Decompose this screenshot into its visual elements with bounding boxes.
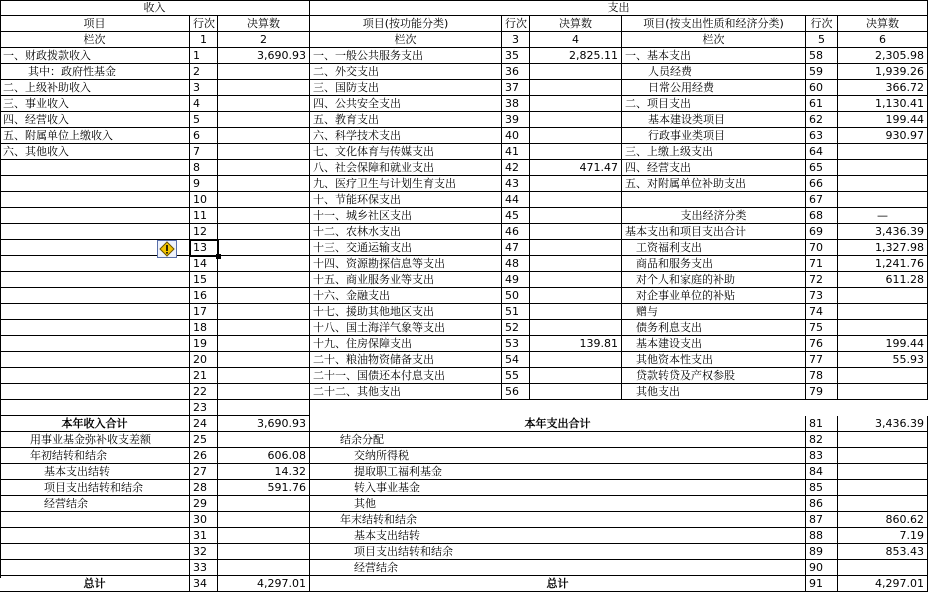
summary-seq[interactable]: 85: [806, 480, 838, 496]
income-seq[interactable]: 23: [190, 400, 218, 416]
nature-item-label[interactable]: 人员经费: [622, 64, 806, 80]
nature-seq[interactable]: 78: [806, 368, 838, 384]
nature-amount[interactable]: 199.44: [838, 112, 928, 128]
func-amount[interactable]: 139.81: [530, 336, 622, 352]
nature-amount[interactable]: 1,130.41: [838, 96, 928, 112]
income-item-label[interactable]: 一、财政拨款收入: [0, 48, 190, 64]
summary-seq[interactable]: 82: [806, 432, 838, 448]
func-seq[interactable]: 38: [502, 96, 530, 112]
income-amount[interactable]: [218, 224, 310, 240]
summary-item-label[interactable]: 其他: [310, 496, 806, 512]
nature-seq[interactable]: 62: [806, 112, 838, 128]
summary-seq[interactable]: 88: [806, 528, 838, 544]
income-item-label[interactable]: 总计: [0, 576, 190, 592]
func-amount[interactable]: [530, 224, 622, 240]
nature-amount[interactable]: [838, 304, 928, 320]
summary-item-label[interactable]: 本年支出合计: [310, 416, 806, 432]
income-seq[interactable]: 1: [190, 48, 218, 64]
func-item-label[interactable]: 十四、资源勘探信息等支出: [310, 256, 502, 272]
nature-seq[interactable]: 59: [806, 64, 838, 80]
nature-seq[interactable]: 71: [806, 256, 838, 272]
income-seq[interactable]: 15: [190, 272, 218, 288]
nature-item-label[interactable]: 一、基本支出: [622, 48, 806, 64]
func-seq[interactable]: 48: [502, 256, 530, 272]
nature-item-label[interactable]: 赠与: [622, 304, 806, 320]
income-item-label[interactable]: [0, 192, 190, 208]
func-seq[interactable]: 47: [502, 240, 530, 256]
income-item-label[interactable]: [0, 224, 190, 240]
nature-seq[interactable]: 74: [806, 304, 838, 320]
func-seq[interactable]: 56: [502, 384, 530, 400]
func-seq[interactable]: 44: [502, 192, 530, 208]
income-item-label[interactable]: 年初结转和结余: [0, 448, 190, 464]
func-seq[interactable]: 45: [502, 208, 530, 224]
func-amount[interactable]: [530, 320, 622, 336]
func-amount[interactable]: [530, 96, 622, 112]
summary-item-label[interactable]: 交纳所得税: [310, 448, 806, 464]
income-item-label[interactable]: 四、经营收入: [0, 112, 190, 128]
income-amount[interactable]: [218, 320, 310, 336]
nature-seq[interactable]: 76: [806, 336, 838, 352]
nature-amount[interactable]: [838, 288, 928, 304]
summary-seq[interactable]: 89: [806, 544, 838, 560]
income-amount[interactable]: [218, 272, 310, 288]
nature-seq[interactable]: 65: [806, 160, 838, 176]
nature-item-label[interactable]: 二、项目支出: [622, 96, 806, 112]
nature-seq[interactable]: 66: [806, 176, 838, 192]
grid-top-border: [0, 0, 928, 1]
summary-item-label[interactable]: 年末结转和结余: [310, 512, 806, 528]
income-seq[interactable]: 25: [190, 432, 218, 448]
income-amount[interactable]: [218, 528, 310, 544]
income-section-title[interactable]: 收入: [0, 0, 310, 16]
nature-amount[interactable]: 1,939.26: [838, 64, 928, 80]
nature-amount[interactable]: 611.28: [838, 272, 928, 288]
income-amount[interactable]: [218, 256, 310, 272]
income-item-label[interactable]: [0, 544, 190, 560]
expense-section-title[interactable]: 支出: [310, 0, 928, 16]
func-seq[interactable]: 50: [502, 288, 530, 304]
summary-amount[interactable]: [838, 560, 928, 576]
income-amount[interactable]: [218, 80, 310, 96]
nature-item-label[interactable]: 其他资本性支出: [622, 352, 806, 368]
nature-amount[interactable]: [838, 320, 928, 336]
nature-amount[interactable]: [838, 192, 928, 208]
income-amount[interactable]: 4,297.01: [218, 576, 310, 592]
nature-item-label[interactable]: 贷款转贷及产权参股: [622, 368, 806, 384]
func-amount[interactable]: [530, 240, 622, 256]
func-seq[interactable]: 43: [502, 176, 530, 192]
summary-amount[interactable]: 853.43: [838, 544, 928, 560]
nature-seq[interactable]: 63: [806, 128, 838, 144]
func-amount[interactable]: [530, 352, 622, 368]
nature-seq[interactable]: 70: [806, 240, 838, 256]
nature-item-label[interactable]: 基本支出和项目支出合计: [622, 224, 806, 240]
func-seq[interactable]: 35: [502, 48, 530, 64]
income-amount[interactable]: [218, 64, 310, 80]
summary-seq[interactable]: 83: [806, 448, 838, 464]
nature-seq[interactable]: 75: [806, 320, 838, 336]
income-item-label[interactable]: [0, 528, 190, 544]
summary-amount[interactable]: [838, 432, 928, 448]
income-item-label[interactable]: [0, 304, 190, 320]
nature-item-label[interactable]: 行政事业类项目: [622, 128, 806, 144]
income-item-label[interactable]: 用事业基金弥补收支差额: [0, 432, 190, 448]
income-item-label[interactable]: [0, 288, 190, 304]
fill-handle[interactable]: [216, 254, 221, 259]
col-header-amount[interactable]: 决算数: [218, 16, 310, 32]
func-amount[interactable]: [530, 64, 622, 80]
income-seq[interactable]: 5: [190, 112, 218, 128]
income-amount[interactable]: 3,690.93: [218, 48, 310, 64]
func-item-label[interactable]: 十七、援助其他地区支出: [310, 304, 502, 320]
summary-amount[interactable]: [838, 480, 928, 496]
col-header-amount[interactable]: 决算数: [838, 16, 928, 32]
income-item-label[interactable]: [0, 336, 190, 352]
func-seq[interactable]: 41: [502, 144, 530, 160]
income-seq[interactable]: 22: [190, 384, 218, 400]
income-amount[interactable]: [218, 144, 310, 160]
nature-item-label[interactable]: 债务利息支出: [622, 320, 806, 336]
income-seq[interactable]: 34: [190, 576, 218, 592]
func-amount[interactable]: [530, 176, 622, 192]
income-seq[interactable]: 11: [190, 208, 218, 224]
func-amount[interactable]: [530, 128, 622, 144]
nature-amount[interactable]: 366.72: [838, 80, 928, 96]
func-seq[interactable]: 51: [502, 304, 530, 320]
func-seq[interactable]: 42: [502, 160, 530, 176]
func-item-label[interactable]: 五、教育支出: [310, 112, 502, 128]
nature-amount[interactable]: [838, 368, 928, 384]
func-seq[interactable]: 39: [502, 112, 530, 128]
income-item-label[interactable]: [0, 272, 190, 288]
func-seq[interactable]: 36: [502, 64, 530, 80]
income-amount[interactable]: [218, 352, 310, 368]
income-amount[interactable]: [218, 512, 310, 528]
summary-amount[interactable]: 7.19: [838, 528, 928, 544]
nature-amount[interactable]: 1,327.98: [838, 240, 928, 256]
func-amount[interactable]: [530, 112, 622, 128]
income-amount[interactable]: 606.08: [218, 448, 310, 464]
func-amount[interactable]: [530, 208, 622, 224]
income-amount[interactable]: [218, 384, 310, 400]
col-header-seq[interactable]: 行次: [190, 16, 218, 32]
income-item-label[interactable]: 六、其他收入: [0, 144, 190, 160]
func-item-label[interactable]: 六、科学技术支出: [310, 128, 502, 144]
summary-amount[interactable]: 3,436.39: [838, 416, 928, 432]
lanci-label[interactable]: 栏次: [622, 32, 806, 48]
summary-item-label[interactable]: 结余分配: [310, 432, 806, 448]
income-amount[interactable]: [218, 496, 310, 512]
income-item-label[interactable]: 经营结余: [0, 496, 190, 512]
func-item-label[interactable]: 七、文化体育与传媒支出: [310, 144, 502, 160]
income-seq[interactable]: 31: [190, 528, 218, 544]
col-header-item-nature[interactable]: 项目(按支出性质和经济分类): [622, 16, 806, 32]
func-amount[interactable]: [530, 288, 622, 304]
income-item-label[interactable]: [0, 384, 190, 400]
lanci-label[interactable]: 栏次: [310, 32, 502, 48]
func-item-label[interactable]: 十六、金融支出: [310, 288, 502, 304]
func-item-label[interactable]: 十二、农林水支出: [310, 224, 502, 240]
income-seq[interactable]: 32: [190, 544, 218, 560]
nature-amount[interactable]: [838, 160, 928, 176]
income-seq[interactable]: 13: [190, 240, 218, 256]
income-seq[interactable]: 8: [190, 160, 218, 176]
nature-amount[interactable]: 930.97: [838, 128, 928, 144]
nature-seq[interactable]: 79: [806, 384, 838, 400]
income-seq[interactable]: 21: [190, 368, 218, 384]
col-header-item-func[interactable]: 项目(按功能分类): [310, 16, 502, 32]
income-seq[interactable]: 24: [190, 416, 218, 432]
income-item-label[interactable]: 本年收入合计: [0, 416, 190, 432]
nature-seq[interactable]: 64: [806, 144, 838, 160]
income-item-label[interactable]: [0, 176, 190, 192]
income-amount[interactable]: [218, 112, 310, 128]
func-seq[interactable]: 55: [502, 368, 530, 384]
summary-item-label[interactable]: 基本支出结转: [310, 528, 806, 544]
func-item-label[interactable]: 二十一、国债还本付息支出: [310, 368, 502, 384]
income-seq[interactable]: 17: [190, 304, 218, 320]
income-seq[interactable]: 12: [190, 224, 218, 240]
func-amount[interactable]: [530, 80, 622, 96]
col-header-seq[interactable]: 行次: [502, 16, 530, 32]
func-amount[interactable]: 471.47: [530, 160, 622, 176]
nature-amount[interactable]: [838, 144, 928, 160]
income-item-label[interactable]: 二、上级补助收入: [0, 80, 190, 96]
grid-left-border: [0, 0, 1, 578]
income-amount[interactable]: [218, 400, 310, 416]
income-seq[interactable]: 20: [190, 352, 218, 368]
func-item-label[interactable]: 十一、城乡社区支出: [310, 208, 502, 224]
nature-amount[interactable]: 3,436.39: [838, 224, 928, 240]
income-amount[interactable]: [218, 160, 310, 176]
nature-item-label[interactable]: 工资福利支出: [622, 240, 806, 256]
income-amount[interactable]: [218, 336, 310, 352]
income-seq[interactable]: 6: [190, 128, 218, 144]
summary-seq[interactable]: 91: [806, 576, 838, 592]
income-seq[interactable]: 4: [190, 96, 218, 112]
nature-item-label[interactable]: [622, 192, 806, 208]
nature-amount[interactable]: 2,305.98: [838, 48, 928, 64]
nature-seq[interactable]: 61: [806, 96, 838, 112]
summary-item-label[interactable]: 总计: [310, 576, 806, 592]
func-amount[interactable]: [530, 304, 622, 320]
col-header-seq[interactable]: 行次: [806, 16, 838, 32]
nature-seq[interactable]: 60: [806, 80, 838, 96]
nature-item-label[interactable]: 其他支出: [622, 384, 806, 400]
income-amount[interactable]: [218, 544, 310, 560]
income-seq[interactable]: 28: [190, 480, 218, 496]
func-item-label[interactable]: 十五、商业服务业等支出: [310, 272, 502, 288]
func-seq[interactable]: 46: [502, 224, 530, 240]
summary-item-label[interactable]: 经营结余: [310, 560, 806, 576]
income-seq[interactable]: 33: [190, 560, 218, 576]
income-amount[interactable]: 14.32: [218, 464, 310, 480]
nature-amount[interactable]: [838, 176, 928, 192]
summary-amount[interactable]: 4,297.01: [838, 576, 928, 592]
func-seq[interactable]: 37: [502, 80, 530, 96]
income-seq[interactable]: 2: [190, 64, 218, 80]
nature-item-label[interactable]: 五、对附属单位补助支出: [622, 176, 806, 192]
func-amount[interactable]: 2,825.11: [530, 48, 622, 64]
lanci-num-5[interactable]: 5: [806, 32, 838, 48]
func-item-label[interactable]: 十、节能环保支出: [310, 192, 502, 208]
income-item-label[interactable]: [0, 400, 190, 416]
income-seq[interactable]: 9: [190, 176, 218, 192]
func-item-label[interactable]: 二、外交支出: [310, 64, 502, 80]
income-seq[interactable]: 14: [190, 256, 218, 272]
income-amount[interactable]: [218, 240, 310, 256]
summary-item-label[interactable]: 转入事业基金: [310, 480, 806, 496]
nature-seq[interactable]: 77: [806, 352, 838, 368]
income-seq[interactable]: 3: [190, 80, 218, 96]
income-amount[interactable]: [218, 304, 310, 320]
income-amount[interactable]: [218, 368, 310, 384]
income-item-label[interactable]: [0, 560, 190, 576]
income-item-label[interactable]: 基本支出结转: [0, 464, 190, 480]
lanci-num-2[interactable]: 2: [218, 32, 310, 48]
nature-item-label[interactable]: 四、经营支出: [622, 160, 806, 176]
income-item-label[interactable]: 其中：政府性基金: [0, 64, 190, 80]
income-item-label[interactable]: [0, 208, 190, 224]
income-seq[interactable]: 19: [190, 336, 218, 352]
func-item-label[interactable]: 三、国防支出: [310, 80, 502, 96]
func-item-label[interactable]: 一、一般公共服务支出: [310, 48, 502, 64]
nature-seq[interactable]: 67: [806, 192, 838, 208]
lanci-label[interactable]: 栏次: [0, 32, 190, 48]
nature-amount[interactable]: —: [838, 208, 928, 224]
func-amount[interactable]: [530, 272, 622, 288]
nature-seq[interactable]: 68: [806, 208, 838, 224]
income-seq[interactable]: 7: [190, 144, 218, 160]
func-amount[interactable]: [530, 256, 622, 272]
income-seq[interactable]: 29: [190, 496, 218, 512]
income-seq[interactable]: 30: [190, 512, 218, 528]
income-amount[interactable]: [218, 192, 310, 208]
income-amount[interactable]: [218, 432, 310, 448]
income-item-label[interactable]: [0, 352, 190, 368]
summary-amount[interactable]: [838, 464, 928, 480]
nature-amount[interactable]: 1,241.76: [838, 256, 928, 272]
income-item-label[interactable]: 三、事业收入: [0, 96, 190, 112]
income-amount[interactable]: [218, 288, 310, 304]
summary-seq[interactable]: 81: [806, 416, 838, 432]
income-amount[interactable]: [218, 560, 310, 576]
func-item-label[interactable]: 四、公共安全支出: [310, 96, 502, 112]
selected-cell-highlight[interactable]: [189, 239, 219, 257]
func-amount[interactable]: [530, 368, 622, 384]
income-item-label[interactable]: [0, 368, 190, 384]
func-seq[interactable]: 40: [502, 128, 530, 144]
summary-seq[interactable]: 87: [806, 512, 838, 528]
income-item-label[interactable]: 五、附属单位上缴收入: [0, 128, 190, 144]
func-item-label[interactable]: 二十、粮油物资储备支出: [310, 352, 502, 368]
lanci-num-1[interactable]: 1: [190, 32, 218, 48]
func-item-label[interactable]: 十九、住房保障支出: [310, 336, 502, 352]
income-item-label[interactable]: [0, 320, 190, 336]
error-check-diamond-icon[interactable]: [157, 240, 177, 258]
income-seq[interactable]: 10: [190, 192, 218, 208]
func-item-label[interactable]: 二十二、其他支出: [310, 384, 502, 400]
nature-seq[interactable]: 73: [806, 288, 838, 304]
income-amount[interactable]: [218, 208, 310, 224]
nature-amount[interactable]: 199.44: [838, 336, 928, 352]
summary-amount[interactable]: 860.62: [838, 512, 928, 528]
nature-item-label[interactable]: 日常公用经费: [622, 80, 806, 96]
income-seq[interactable]: 27: [190, 464, 218, 480]
nature-item-label[interactable]: 对企事业单位的补贴: [622, 288, 806, 304]
nature-item-label[interactable]: 基本建设类项目: [622, 112, 806, 128]
income-item-label[interactable]: [0, 256, 190, 272]
func-seq[interactable]: 53: [502, 336, 530, 352]
nature-item-label[interactable]: 三、上缴上级支出: [622, 144, 806, 160]
nature-seq[interactable]: 72: [806, 272, 838, 288]
income-amount[interactable]: [218, 176, 310, 192]
nature-item-label[interactable]: 支出经济分类: [622, 208, 806, 224]
summary-item-label[interactable]: 提取职工福利基金: [310, 464, 806, 480]
lanci-num-3[interactable]: 3: [502, 32, 530, 48]
nature-item-label[interactable]: 对个人和家庭的补助: [622, 272, 806, 288]
nature-amount[interactable]: [838, 384, 928, 400]
func-seq[interactable]: 54: [502, 352, 530, 368]
income-item-label[interactable]: 项目支出结转和结余: [0, 480, 190, 496]
nature-item-label[interactable]: 商品和服务支出: [622, 256, 806, 272]
summary-seq[interactable]: 86: [806, 496, 838, 512]
lanci-num-6[interactable]: 6: [838, 32, 928, 48]
summary-amount[interactable]: [838, 448, 928, 464]
func-seq[interactable]: 52: [502, 320, 530, 336]
nature-amount[interactable]: 55.93: [838, 352, 928, 368]
func-item-label[interactable]: 十八、国土海洋气象等支出: [310, 320, 502, 336]
income-item-label[interactable]: [0, 512, 190, 528]
nature-item-label[interactable]: 基本建设支出: [622, 336, 806, 352]
func-amount[interactable]: [530, 144, 622, 160]
func-item-label[interactable]: 十三、交通运输支出: [310, 240, 502, 256]
col-header-item[interactable]: 项目: [0, 16, 190, 32]
income-amount[interactable]: [218, 128, 310, 144]
income-amount[interactable]: 3,690.93: [218, 416, 310, 432]
summary-amount[interactable]: [838, 496, 928, 512]
income-seq[interactable]: 26: [190, 448, 218, 464]
income-seq[interactable]: 16: [190, 288, 218, 304]
nature-seq[interactable]: 69: [806, 224, 838, 240]
func-seq[interactable]: 49: [502, 272, 530, 288]
func-item-label[interactable]: 八、社会保障和就业支出: [310, 160, 502, 176]
summary-item-label[interactable]: 项目支出结转和结余: [310, 544, 806, 560]
func-amount[interactable]: [530, 384, 622, 400]
func-item-label[interactable]: 九、医疗卫生与计划生育支出: [310, 176, 502, 192]
income-amount[interactable]: [218, 96, 310, 112]
col-header-amount[interactable]: 决算数: [530, 16, 622, 32]
income-amount[interactable]: 591.76: [218, 480, 310, 496]
income-item-label[interactable]: [0, 160, 190, 176]
func-amount[interactable]: [530, 192, 622, 208]
summary-seq[interactable]: 84: [806, 464, 838, 480]
nature-seq[interactable]: 58: [806, 48, 838, 64]
income-seq[interactable]: 18: [190, 320, 218, 336]
lanci-num-4[interactable]: 4: [530, 32, 622, 48]
summary-seq[interactable]: 90: [806, 560, 838, 576]
